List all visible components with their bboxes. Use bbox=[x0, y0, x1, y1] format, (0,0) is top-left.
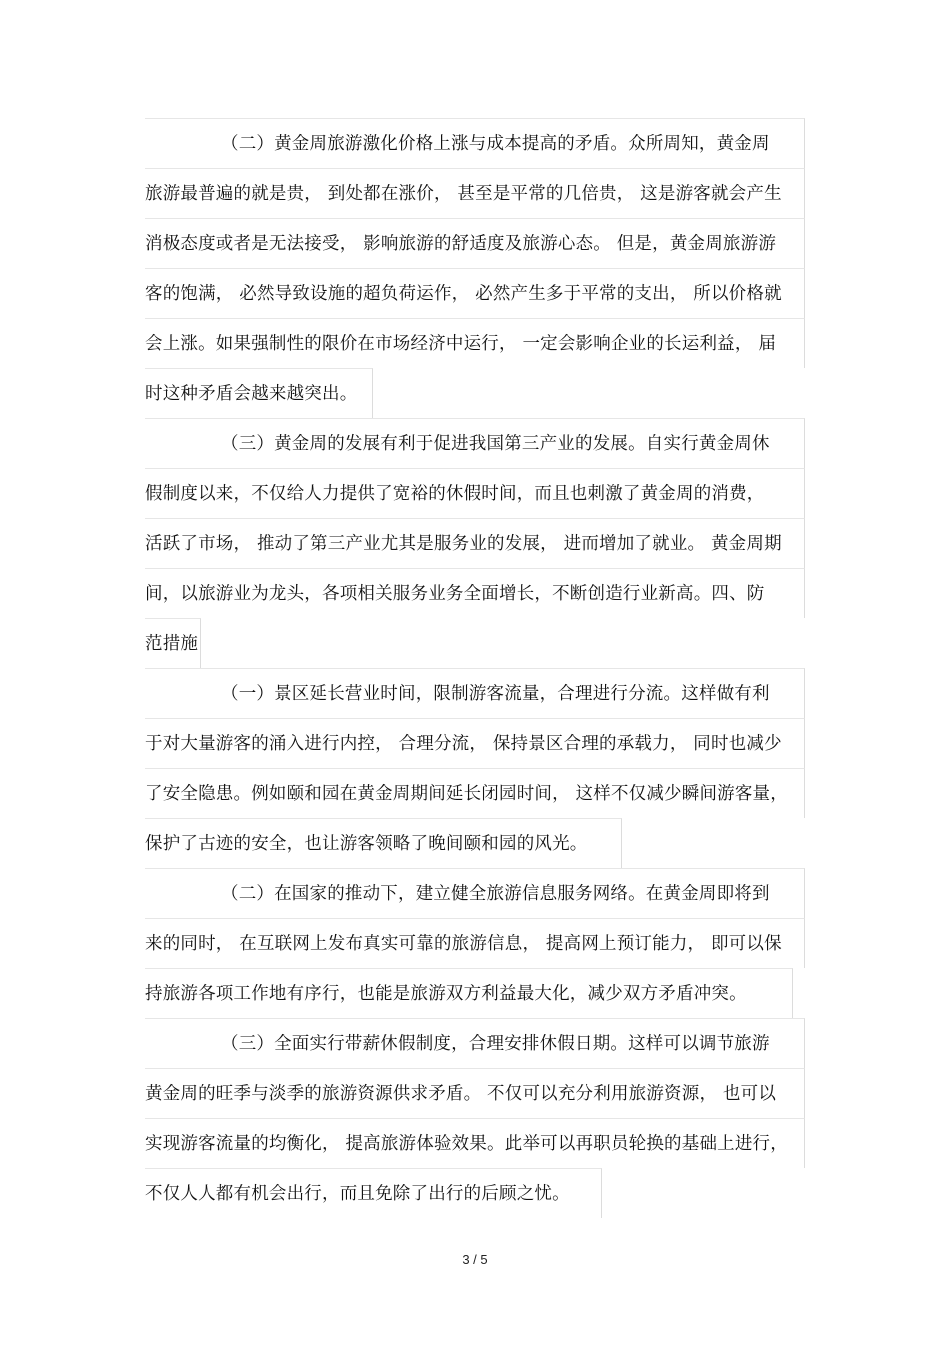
paragraph-5-line-2: 黄金周的旺季与淡季的旅游资源供求矛盾。 不仅可以充分利用旅游资源， 也可以 bbox=[145, 1068, 805, 1118]
paragraph-4-line-2: 来的同时， 在互联网上发布真实可靠的旅游信息， 提高网上预订能力， 即可以保 bbox=[145, 918, 805, 968]
paragraph-5-line-4: 不仅人人都有机会出行，而且免除了出行的后顾之忧。 bbox=[145, 1168, 602, 1218]
paragraph-2-line-5: 范措施 bbox=[145, 618, 201, 668]
paragraph-2-line-1: （三）黄金周的发展有利于促进我国第三产业的发展。自实行黄金周休 bbox=[145, 418, 805, 468]
paragraph-4-line-3: 持旅游各项工作地有序行，也能是旅游双方利益最大化，减少双方矛盾冲突。 bbox=[145, 968, 793, 1018]
paragraph-2-line-2: 假制度以来，不仅给人力提供了宽裕的休假时间，而且也刺激了黄金周的消费， bbox=[145, 468, 805, 518]
paragraph-2-line-4: 间，以旅游业为龙头，各项相关服务业务全面增长，不断创造行业新高。四、防 bbox=[145, 568, 805, 618]
paragraph-5-line-3: 实现游客流量的均衡化， 提高旅游体验效果。此举可以再职员轮换的基础上进行， bbox=[145, 1118, 805, 1168]
paragraph-3-line-3: 了安全隐患。例如颐和园在黄金周期间延长闭园时间， 这样不仅减少瞬间游客量， bbox=[145, 768, 805, 818]
paragraph-1-line-5: 会上涨。如果强制性的限价在市场经济中运行， 一定会影响企业的长运利益， 届 bbox=[145, 318, 805, 368]
page-number: 3 / 5 bbox=[462, 1252, 488, 1267]
paragraph-5-line-1: （三）全面实行带薪休假制度，合理安排休假日期。这样可以调节旅游 bbox=[145, 1018, 805, 1068]
paragraph-1-line-6: 时这种矛盾会越来越突出。 bbox=[145, 368, 373, 418]
paragraph-1-line-4: 客的饱满， 必然导致设施的超负荷运作， 必然产生多于平常的支出， 所以价格就 bbox=[145, 268, 805, 318]
paragraph-1-line-2: 旅游最普遍的就是贵， 到处都在涨价， 甚至是平常的几倍贵， 这是游客就会产生 bbox=[145, 168, 805, 218]
paragraph-3-line-2: 于对大量游客的涌入进行内控， 合理分流， 保持景区合理的承载力， 同时也减少 bbox=[145, 718, 805, 768]
paragraph-3-line-1: （一）景区延长营业时间，限制游客流量，合理进行分流。这样做有利 bbox=[145, 668, 805, 718]
paragraph-1-line-1: （二）黄金周旅游激化价格上涨与成本提高的矛盾。众所周知，黄金周 bbox=[145, 118, 805, 168]
paragraph-3-line-4: 保护了古迹的安全，也让游客领略了晚间颐和园的风光。 bbox=[145, 818, 622, 868]
paragraph-2-line-3: 活跃了市场， 推动了第三产业尤其是服务业的发展， 进而增加了就业。 黄金周期 bbox=[145, 518, 805, 568]
paragraph-1-line-3: 消极态度或者是无法接受， 影响旅游的舒适度及旅游心态。 但是，黄金周旅游游 bbox=[145, 218, 805, 268]
paragraph-4-line-1: （二）在国家的推动下，建立健全旅游信息服务网络。在黄金周即将到 bbox=[145, 868, 805, 918]
